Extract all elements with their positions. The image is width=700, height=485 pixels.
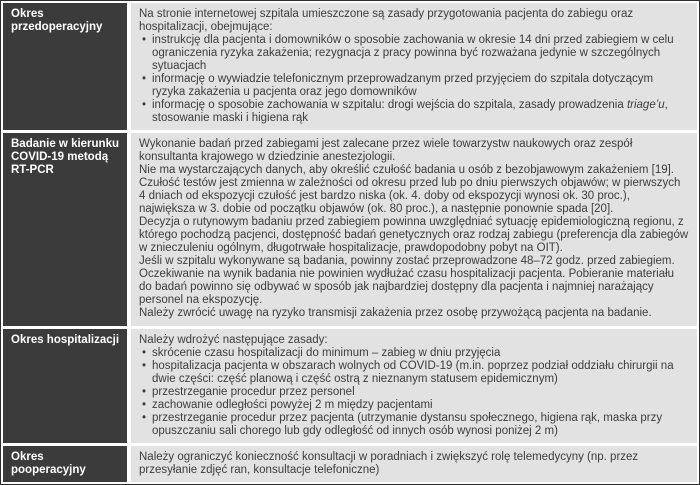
row-header-cell: Okres przedoperacyjny [3, 3, 127, 130]
paragraph: Należy zwrócić uwagę na ryzyko transmisji zakażenia przez osobę przywożącą pacjenta na badanie. [139, 307, 652, 320]
row-header-cell: Okres hospitalizacji [3, 329, 127, 443]
paragraph: Jeśli w szpitalu wykonywane są badania, powinny zostać przeprowadzone 48–72 godz. przed zabiegiem. [139, 255, 675, 268]
paragraph: Wykonanie badań przed zabiegami jest zalecane przez wiele towarzystw naukowych oraz zespół konsultanta krajowego w dziedzinie anestezjologii. [139, 138, 633, 164]
paragraph: Oczekiwanie na wynik badania nie powinien wydłużać czasu hospitalizacji pacjenta. Pobieranie materiału do badań powinno się odbywać w sposób jak najbardziej dostępny dla pacjenta i najmniej narażający personel na ekspozycję. [139, 268, 675, 307]
paragraph: Należy wdrożyć następujące zasady: [139, 333, 328, 346]
table-row [3, 133, 697, 325]
table-row [3, 446, 697, 482]
row-header-cell: Badanie w kierunku COVID-19 metodą RT-PCR [3, 133, 127, 325]
row-content-cell [131, 133, 697, 325]
paragraph: Nie ma wystarczających danych, aby określić czułość badania u osób z bezobjawowym zakażeniem [19]. [139, 164, 675, 177]
row-content-cell [131, 3, 697, 130]
bullet-item: • informację o wywiadzie telefonicznym przeprowadzanym przed przyjęciem do szpitala dotyczącym ryzyka zakażenia u pacjenta oraz jego domowników [139, 73, 689, 99]
table-row [3, 329, 697, 443]
paragraph: Decyzja o rutynowym badaniu przed zabiegiem powinna uwzględniać sytuację epidemiologiczną regionu, z którego pochodzą pacjenci, dostępność badań genetycznych oraz rodzaj zabiegu (preferencja dla zabiegów w znieczuleniu ogólnym, długotrwałe hospitalizacje, prawdopodobny pobyt na OIT). [139, 216, 689, 255]
row-content-cell [131, 329, 697, 443]
table-row [3, 3, 697, 130]
bullet-item: • hospitalizacja pacjenta w obszarach wolnych od COVID-19 (m.in. poprzez podział oddziału chirurgii na dwie części: część planową i część ostrą z nieznanym statusem epidemicznym) [139, 360, 689, 386]
bullet-item: • informację o sposobie zachowania w szpitalu: drogi wejścia do szpitala, zasady prowadzenia triage’u, stosowanie maski i higiena rąk [139, 99, 689, 125]
paragraph: Czułość testów jest zmienna w zależności od okresu przed lub po dniu pierwszych objawów; w pierwszych 4 dniach od ekspozycji czułość jest bardzo niska (ok. 4. doby od ekspozycji wynosi ok. 30 proc.), największa w 3. dobie od początku objawów (ok. 80 proc.), a następnie ponownie spada [20]. [139, 177, 681, 216]
bullet-item: • przestrzeganie procedur przez personel [139, 386, 689, 399]
bullet-item: • zachowanie odległości powyżej 2 m między pacjentami [139, 399, 689, 412]
paragraph: Na stronie internetowej szpitala umieszczone są zasady przygotowania pacjenta do zabiegu oraz hospitalizacji, obejmujące: [139, 8, 634, 33]
bullet-item: • instrukcję dla pacjenta i domowników o sposobie zachowania w okresie 14 dni przed zabiegiem w celu ograniczenia ryzyka zakażenia; rezygnacja z pracy powinna być rozważana jedynie w szczególnych sytuacjach [139, 34, 689, 73]
bullet-item: • skrócenie czasu hospitalizacji do minimum – zabieg w dniu przyjęcia [139, 347, 689, 360]
paragraph: Należy ograniczyć konieczność konsultacji w poradniach i zwiększyć rolę telemedycyny (np. przez przesyłanie zdjęć ran, konsultacje telefoniczne) [139, 450, 639, 476]
bullet-item: • przestrzeganie procedur przez pacjenta (utrzymanie dystansu społecznego, higiena rąk, maska przy opuszczaniu sali chorego lub gdy odległość od innych osób wynosi poniżej 2 m) [139, 412, 689, 438]
row-content-cell [131, 446, 697, 482]
row-header-cell: Okres pooperacyjny [3, 446, 127, 482]
